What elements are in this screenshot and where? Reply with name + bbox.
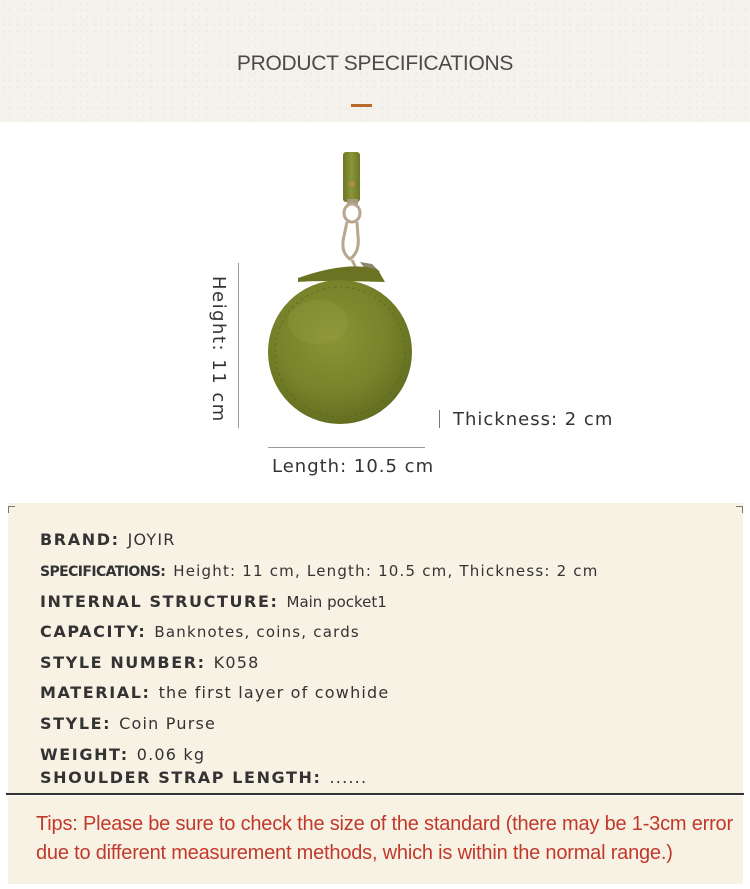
spec-row-style <box>40 714 216 733</box>
spec-row-material <box>40 683 389 702</box>
height-label: Height: 11 cm <box>208 276 229 423</box>
spec-value: ...... <box>329 768 368 787</box>
metal-clasp <box>343 204 360 268</box>
spec-key: SPECIFICATIONS: <box>40 564 166 580</box>
thickness-label: Thickness: 2 cm <box>453 409 614 430</box>
tips-panel <box>8 796 743 884</box>
height-dimension-line <box>238 263 239 428</box>
divider <box>6 793 744 795</box>
spec-value: Height: 11 cm, Length: 10.5 cm, Thickness: 2 cm <box>173 562 599 580</box>
length-dimension-line <box>268 447 425 448</box>
spec-key: STYLE: <box>40 714 112 733</box>
spec-row-internal-structure <box>40 592 387 611</box>
thickness-dimension-line <box>439 410 440 428</box>
corner-mark <box>736 506 743 513</box>
corner-mark <box>8 506 15 513</box>
spec-row-capacity <box>40 622 360 641</box>
spec-row-style-number <box>40 653 260 672</box>
spec-value: Coin Purse <box>119 714 217 733</box>
spec-key: MATERIAL: <box>40 683 151 702</box>
spec-value: the first layer of cowhide <box>158 683 390 702</box>
spec-row-weight <box>40 745 205 764</box>
spec-row-brand <box>40 530 176 549</box>
tips-text: Tips: Please be sure to check the size of the standard (there may be 1-3cm error due to different measurement methods, which is within the normal range.) <box>36 813 733 864</box>
spec-key: STYLE NUMBER: <box>40 653 206 672</box>
wrist-strap <box>343 152 360 205</box>
spec-key: SHOULDER STRAP LENGTH: <box>40 768 322 787</box>
spec-key: WEIGHT: <box>40 745 129 764</box>
spec-key: INTERNAL STRUCTURE: <box>40 592 279 611</box>
page-title: PRODUCT SPECIFICATIONS <box>236 52 514 75</box>
coin-purse <box>268 266 412 424</box>
spec-value: 0.06 kg <box>136 745 206 764</box>
product-photo <box>0 122 750 502</box>
length-label: Length: 10.5 cm <box>272 456 435 477</box>
spec-value: Main pocket1 <box>286 593 387 611</box>
header-banner <box>0 0 750 122</box>
spec-value: Banknotes, coins, cards <box>154 623 360 641</box>
spec-panel <box>8 503 743 793</box>
spec-key: BRAND: <box>40 530 120 549</box>
spec-row-specifications <box>40 561 599 580</box>
spec-key: CAPACITY: <box>40 622 147 641</box>
spec-value: JOYIR <box>127 530 176 549</box>
spec-row-shoulder-strap <box>40 768 367 787</box>
title-underline <box>351 104 372 107</box>
spec-value: K058 <box>213 653 260 672</box>
